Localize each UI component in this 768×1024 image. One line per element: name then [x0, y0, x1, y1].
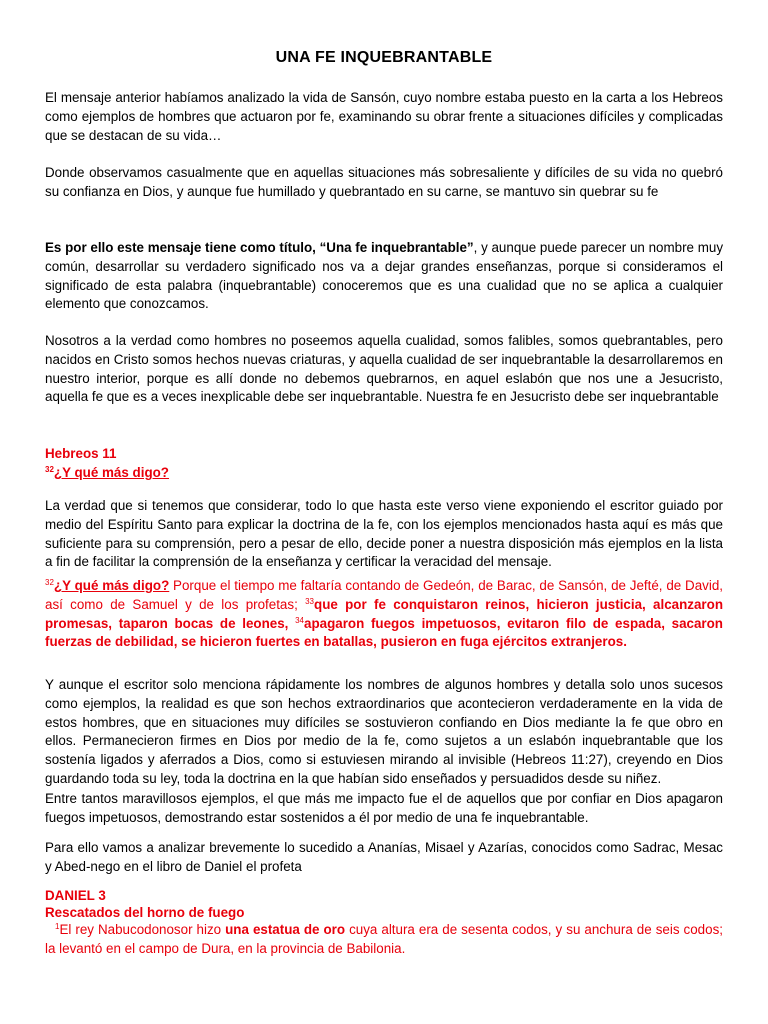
verse-32-text: Porque el tiempo me faltaría contando de Gedeón, de Barac, de Sansón, de Jefté, de David, así como de Samuel y de los profetas; [45, 578, 723, 612]
paragraph-3 [45, 239, 723, 314]
verse-number: 32 [45, 465, 54, 474]
verse-32-number: 32 [45, 578, 54, 587]
hebreos-verse-ref [45, 464, 723, 482]
verse-text: ¿Y qué más digo? [53, 465, 169, 480]
hebreos-heading: Hebreos 11 [45, 446, 117, 461]
paragraph-3-bold: Es por ello este mensaje tiene como título, “Una fe inquebrantable” [45, 240, 474, 255]
paragraph-4: Nosotros a la verdad como hombres no poseemos aquella cualidad, somos falibles, somos quebrantables, pero nacidos en Cristo somos hechos nuevas criaturas, y aquella cualidad de ser inquebrantable la desarrollaremos en nuestro interior, porque es allí donde no debemos quebrarnos, en aquel eslabón que nos une a Jesucristo, aquella fe que es a veces inexplicable debe ser inquebrantable. Nuestra fe en Jesucristo debe ser inquebrantable [45, 333, 723, 405]
verse-1-text-a: El rey Nabucodonosor hizo [59, 922, 226, 937]
document-title: UNA FE INQUEBRANTABLE [275, 49, 493, 66]
verse-34-number: 34 [295, 615, 304, 625]
verse-1-text-b: cuya altura era de sesenta codos, y su anchura de seis codos; la levantó en el campo de Dura, en la provincia de Babilonia. [45, 922, 723, 956]
paragraph-7: Entre tantos maravillosos ejemplos, el que más me impacto fue el de aquellos que por confiar en Dios apagaron fuegos impetuosos, demostrando estar sostenidos a él por medio de una fe inquebrantable. [45, 791, 723, 825]
paragraph-8: Para ello vamos a analizar brevemente lo sucedido a Ananías, Misael y Azarías, conocidos como Sadrac, Mesac y Abed-nego en el libro de Daniel el profeta [45, 840, 723, 874]
paragraph-5: La verdad que si tenemos que considerar, todo lo que hasta este verso viene exponiendo el escritor guiado por medio del Espíritu Santo para explicar la doctrina de la fe, con los ejemplos mencionados hasta aquí es más que suficiente para su comprensión, pero a pesar de ello, decide poner a nuestra disposición más ejemplos en la lista a fin de facilitar la comprensión de la enseñanza y certificar la veracidad del mensaje. [45, 498, 723, 570]
verse-1-number: 1 [55, 922, 60, 931]
verse-34-text: apagaron fuegos impetuosos, evitaron filo de espada, sacaron fuerzas de debilidad, se hicieron fuertes en batallas, pusieron en fuga ejércitos extranjeros. [45, 615, 723, 650]
verse-33-number: 33 [305, 596, 315, 606]
paragraph-3-text: , y aunque puede parecer un nombre muy común, desarrollar su verdadero significado nos va a dejar grandes enseñanzas, porque si consideramos el significado de esta palabra (inquebrantable) conoceremos que es una cualidad que no se aplica a cualquier elemento que conozcamos. [45, 240, 724, 312]
verse-33-text: que por fe conquistaron reinos, hicieron justicia, alcanzaron promesas, taparon bocas de leones, [45, 596, 723, 631]
daniel-subheading: Rescatados del horno de fuego [45, 905, 245, 920]
paragraph-2: Donde observamos casualmente que en aquellas situaciones más sobresaliente y difíciles de su vida no quebró su confianza en Dios, y aunque fue humillado y quebrantado en su carne, se mantuvo sin quebrar su fe [45, 165, 723, 199]
verse-32-question: ¿Y qué más digo? [53, 578, 170, 593]
scripture-quote [45, 577, 723, 652]
paragraph-1: El mensaje anterior habíamos analizado la vida de Sansón, cuyo nombre estaba puesto en la carta a los Hebreos como ejemplos de hombres que actuaron por fe, examinando su obrar frente a situaciones difíciles y complicadas que se destacan de su vida… [45, 90, 723, 143]
verse-1-bold: una estatua de oro [225, 922, 346, 937]
paragraph-6: Y aunque el escritor solo menciona rápidamente los nombres de algunos hombres y detalla solo unos sucesos como ejemplos, la realidad es que son hechos extraordinarios que acontecieron verdaderamente en la vida de estos hombres, que en situaciones muy difíciles se sostuvieron confiando en Dios mediante la fe que obro en ellos. Permanecieron firmes en Dios por medio de la fe, como sujetos a un eslabón inquebrantable que los sostenía ligados y aferrados a Dios, como si estuviesen mirando al invisible (Hebreos 11:27), creyendo en Dios guardando toda su ley, toda la doctrina en la que habían sido enseñados y persuadidos desde su niñez. [45, 677, 723, 786]
daniel-verse-1 [45, 921, 723, 959]
daniel-heading: DANIEL 3 [45, 888, 106, 903]
